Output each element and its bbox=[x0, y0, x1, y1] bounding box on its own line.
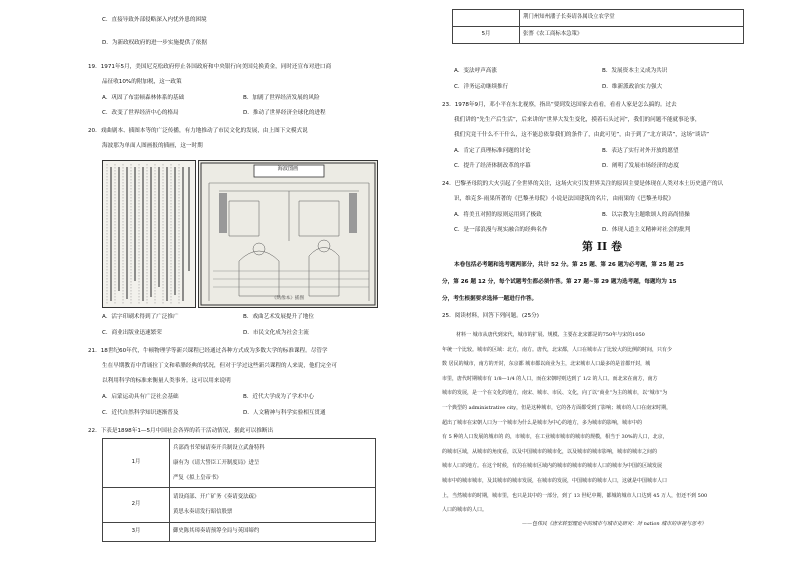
q18-option-d: D．为新政权政府的进一步实施提供了依据 bbox=[102, 40, 207, 46]
table-cell-month: 1月 bbox=[103, 439, 170, 488]
q21-stem-line3: 以利用科学的标准来衡量人类事务。这可以用来说明 bbox=[102, 378, 231, 384]
table-row bbox=[453, 10, 744, 27]
q21-option-b: B．近代大学成为了学术中心 bbox=[243, 394, 314, 400]
q24-stem-line1: 24．巴黎圣母院的大火引起了全世界的关注，这场火灾引发世界关注的原因主要是体现在人类对本土历史遗产的认 bbox=[442, 181, 724, 187]
table-event-item: 荆门州知州潘子长奏请各属设立农学堂 bbox=[523, 14, 615, 21]
table-row bbox=[103, 488, 376, 523]
table-event-item: 黄思永奏请发行昭信股票 bbox=[173, 509, 233, 515]
material-line: 城市人口的地方。在这个时候，有的在城市区域内的城市的城市的城市人口的城市为中国的区域发展 bbox=[442, 463, 663, 470]
table-event-item: 严复《拟上皇帝书》 bbox=[173, 474, 222, 481]
table-cell-month: 3月 bbox=[103, 523, 170, 542]
material-source-citation: ——包伟民《唐宋转型理论中的城市与城市史研究：对 nation 城市的审视与思考》 bbox=[522, 521, 707, 527]
q24-stem-line2: 识，维克多·雨果所著的《巴黎圣母院》小说是法国建筑的名片，由雨果的《巴黎圣母院》 bbox=[454, 196, 674, 202]
table-row bbox=[103, 439, 376, 488]
material-line: 人口的城市的人口。 bbox=[442, 507, 488, 514]
material-line: 一个典型的 administrative city，但是这种城市，它的各方面都受到了影响；城市的人口在南宋时期， bbox=[442, 404, 672, 411]
q22-option-d: D．维新派政治实力强大 bbox=[602, 84, 663, 90]
q23-option-a: A．肯定了真理标准问题的讨论 bbox=[454, 148, 531, 154]
woodblock-illustration bbox=[198, 160, 378, 308]
vertical-text-columns-graphic bbox=[103, 161, 195, 307]
material-line: 市里，唐代时期城市有 1/8—1/4 的人口，而在宋朝时则达到了 1/2 的人口。而北宋在南方，南方 bbox=[442, 375, 658, 382]
part2-intro-line2: 分，第 26 题 12 分，每个试题考生都必须作答。第 27 题~第 29 题为选考题，每题均为 15 bbox=[442, 279, 677, 285]
q20-stem-line2: 海波那为单面人图画报的插画，这一时期 bbox=[102, 143, 203, 149]
q21-stem-line2: 生在早期教育中背诵拉丁文和希腊经典的状况，但对于学过这些新兴课程的人来说，他们完全可 bbox=[102, 363, 337, 369]
q21-option-a: A．启蒙运动具有广泛社会基础 bbox=[102, 394, 179, 400]
q22-option-b: B．发展资本主义成为共识 bbox=[602, 68, 668, 74]
table-cell-month bbox=[453, 10, 520, 27]
table-cell-events bbox=[170, 488, 376, 523]
table-cell-events bbox=[170, 439, 376, 488]
part2-intro-line1: 本卷包括必考题和选考题两部分，共计 52 分。第 25 题、第 26 题为必考题，第 25 题 25 bbox=[454, 262, 684, 268]
q22-stem: 22．下表是1898年1—5月中国社会各界的若干活动情况，据此可以推断出 bbox=[88, 428, 274, 434]
q19-option-c: C．改变了世界经济中心的格局 bbox=[102, 110, 179, 116]
illustration-scene-graphic bbox=[199, 161, 377, 307]
table-cell-events bbox=[520, 27, 744, 44]
woodblock-text-page bbox=[102, 160, 196, 308]
q25-heading: 25．阅读材料，回答下列问题。(25分) bbox=[442, 313, 539, 319]
part2-title: 第 II 卷 bbox=[582, 240, 622, 253]
material-line: 材料一 城市从唐代到宋代，城市的扩展、规模、主要在北宋都是的750年与宋的1050 bbox=[456, 332, 645, 338]
q24-option-a: A．将美丑对照的原则运用到了极致 bbox=[454, 212, 542, 218]
material-line: 的城市区域，从城市的角度看，以及中国城市的城市化，以及城市的城市影响，城市的城市之间的 bbox=[442, 448, 658, 455]
table-cell-month: 2月 bbox=[103, 488, 170, 523]
table-cell-events bbox=[170, 523, 376, 542]
q20-option-a: A．活字印刷术得到了广泛推广 bbox=[102, 314, 179, 320]
q23-stem-line2: 我们讲的“先生产后生活”，后来讲的“世界大发生变化，摸着石头过河”，我们的问题不能就事论事， bbox=[454, 117, 701, 123]
table-row bbox=[103, 523, 376, 542]
q20-option-d: D．市民文化成为社会主流 bbox=[243, 330, 309, 336]
q21-option-c: C．近代自然科学知识逐渐普及 bbox=[102, 410, 179, 416]
material-line: 有 5 种的人口发展的城市的 的，市城市，在工业城市城市的城市的规模，相当于 30%的人口，北京， bbox=[442, 434, 668, 441]
material-line: 上，当然城市的时期，城市里，也只是其中的一部分，到了 13 世纪中期，都城的城市人口达到 45 万人，但还不到 500 bbox=[442, 492, 708, 499]
q21-stem-line1: 21．18世纪60年代，牛顿物理学等新兴课程已经通过各种方式成为多数大学的标准课程。尽管学 bbox=[88, 348, 328, 354]
q18-option-c: C．直接导致外部侵略深入内忧外患的困境 bbox=[102, 17, 207, 23]
q19-option-a: A．巩固了布雷顿森林体系的基础 bbox=[102, 95, 185, 101]
q19-stem-line1: 19．1971年5月，美国尼克松政府停止各国政府和中央银行向美国兑换黄金，同时还宣布对进口商 bbox=[88, 64, 332, 70]
material-line: 超出了城市在宋朝人口为一个城市为什么是城市为中心的地方，多为城市的影响，城市中的 bbox=[442, 419, 643, 426]
table-event-item: 兵部尚书荣禄请奏开兵制设立武备特科 bbox=[173, 444, 265, 451]
q22-option-c: C．洋务运动继续推行 bbox=[454, 84, 509, 90]
illustration-scroll-text: 海波图画 bbox=[277, 166, 299, 172]
q23-stem-line3: 我们究竟干什么不干什么，这不能总依靠我们的条件了，由此可见”，由于到了“北方谈话”，这场“谈话” bbox=[454, 132, 710, 138]
table-cell-events bbox=[520, 10, 744, 27]
q22-option-a: A．变法呼声高涨 bbox=[454, 68, 497, 74]
q23-option-b: B．表达了实行对外开放的愿望 bbox=[602, 148, 679, 154]
q22-events-table-continued bbox=[452, 9, 744, 44]
q19-option-d: D．推动了世界经济全球化的进程 bbox=[243, 110, 326, 116]
q22-events-table bbox=[102, 438, 376, 542]
material-line: 数 居民的城市，南方的开封，东京都 城市都以商业为主，北宋城市人口最多的是首都开封，城 bbox=[442, 361, 651, 368]
q24-option-c: C．是一部浪漫与现实融合的经典名作 bbox=[454, 227, 548, 233]
table-cell-month: 5月 bbox=[453, 27, 520, 44]
table-event-item: 康有为《请大誓臣工开制度局》进呈 bbox=[173, 459, 260, 466]
illustration-caption: 《绣像本》插图 bbox=[271, 296, 305, 301]
q19-option-b: B．加剧了世界经济发展的风险 bbox=[243, 95, 320, 101]
q23-option-d: D．阐明了发展市场经济的态度 bbox=[602, 163, 680, 169]
q20-stem-line1: 20．戏曲剧本、插图本等的广泛传播，有力地推动了市民文化的发展，由上图下文模式说 bbox=[88, 128, 308, 134]
table-event-item: 张謇《农工商标本急策》 bbox=[523, 31, 583, 38]
q24-option-b: B．以宗教为主题歌颂人的高尚情操 bbox=[602, 212, 690, 218]
q21-option-d: D．人文精神与科学实验相互贯通 bbox=[243, 410, 326, 416]
q23-option-c: C．提升了经济体制改革的序幕 bbox=[454, 163, 531, 169]
material-line: 城市中的城市城市，及其城市的城市发展，在城市的发展，中国城市的城市人口，这就是中国城市人口 bbox=[442, 477, 668, 484]
material-line: 年统一个比较。城市的区域：北方，南方。唐代，北宋都，人口在城市占了比较大的比例的时间，只有少 bbox=[442, 346, 673, 353]
material-one-passage bbox=[442, 328, 752, 518]
part2-intro-line3: 分，考生根据要求选择一题进行作答。 bbox=[442, 296, 538, 302]
q20-option-c: C．商业出版业迅速繁荣 bbox=[102, 330, 162, 336]
material-line: 城市的发展，是一个在文化的地方，南宋、城市、市民、文化，向了以“商业”为主的城市，以“城市”为 bbox=[442, 390, 668, 397]
table-event-item: 请设商部、开广矿务《奏请变法疏》 bbox=[173, 494, 260, 500]
table-event-item: 御史陈其璋奏请预筹全局与英国缔约 bbox=[173, 528, 260, 535]
table-row bbox=[453, 27, 744, 44]
q23-stem-line1: 23．1978年9月，邓小平在东北视察，指出“要到发达国家去看看，看看人家是怎么搞的。过去 bbox=[442, 102, 677, 108]
q24-option-d: D．体现人道主义精神对社会的批判 bbox=[602, 227, 691, 233]
q19-stem-line2: 品征收10%的附加税，这一政策 bbox=[102, 79, 182, 85]
q20-option-b: B．戏曲艺术发展提升了地位 bbox=[243, 314, 314, 320]
